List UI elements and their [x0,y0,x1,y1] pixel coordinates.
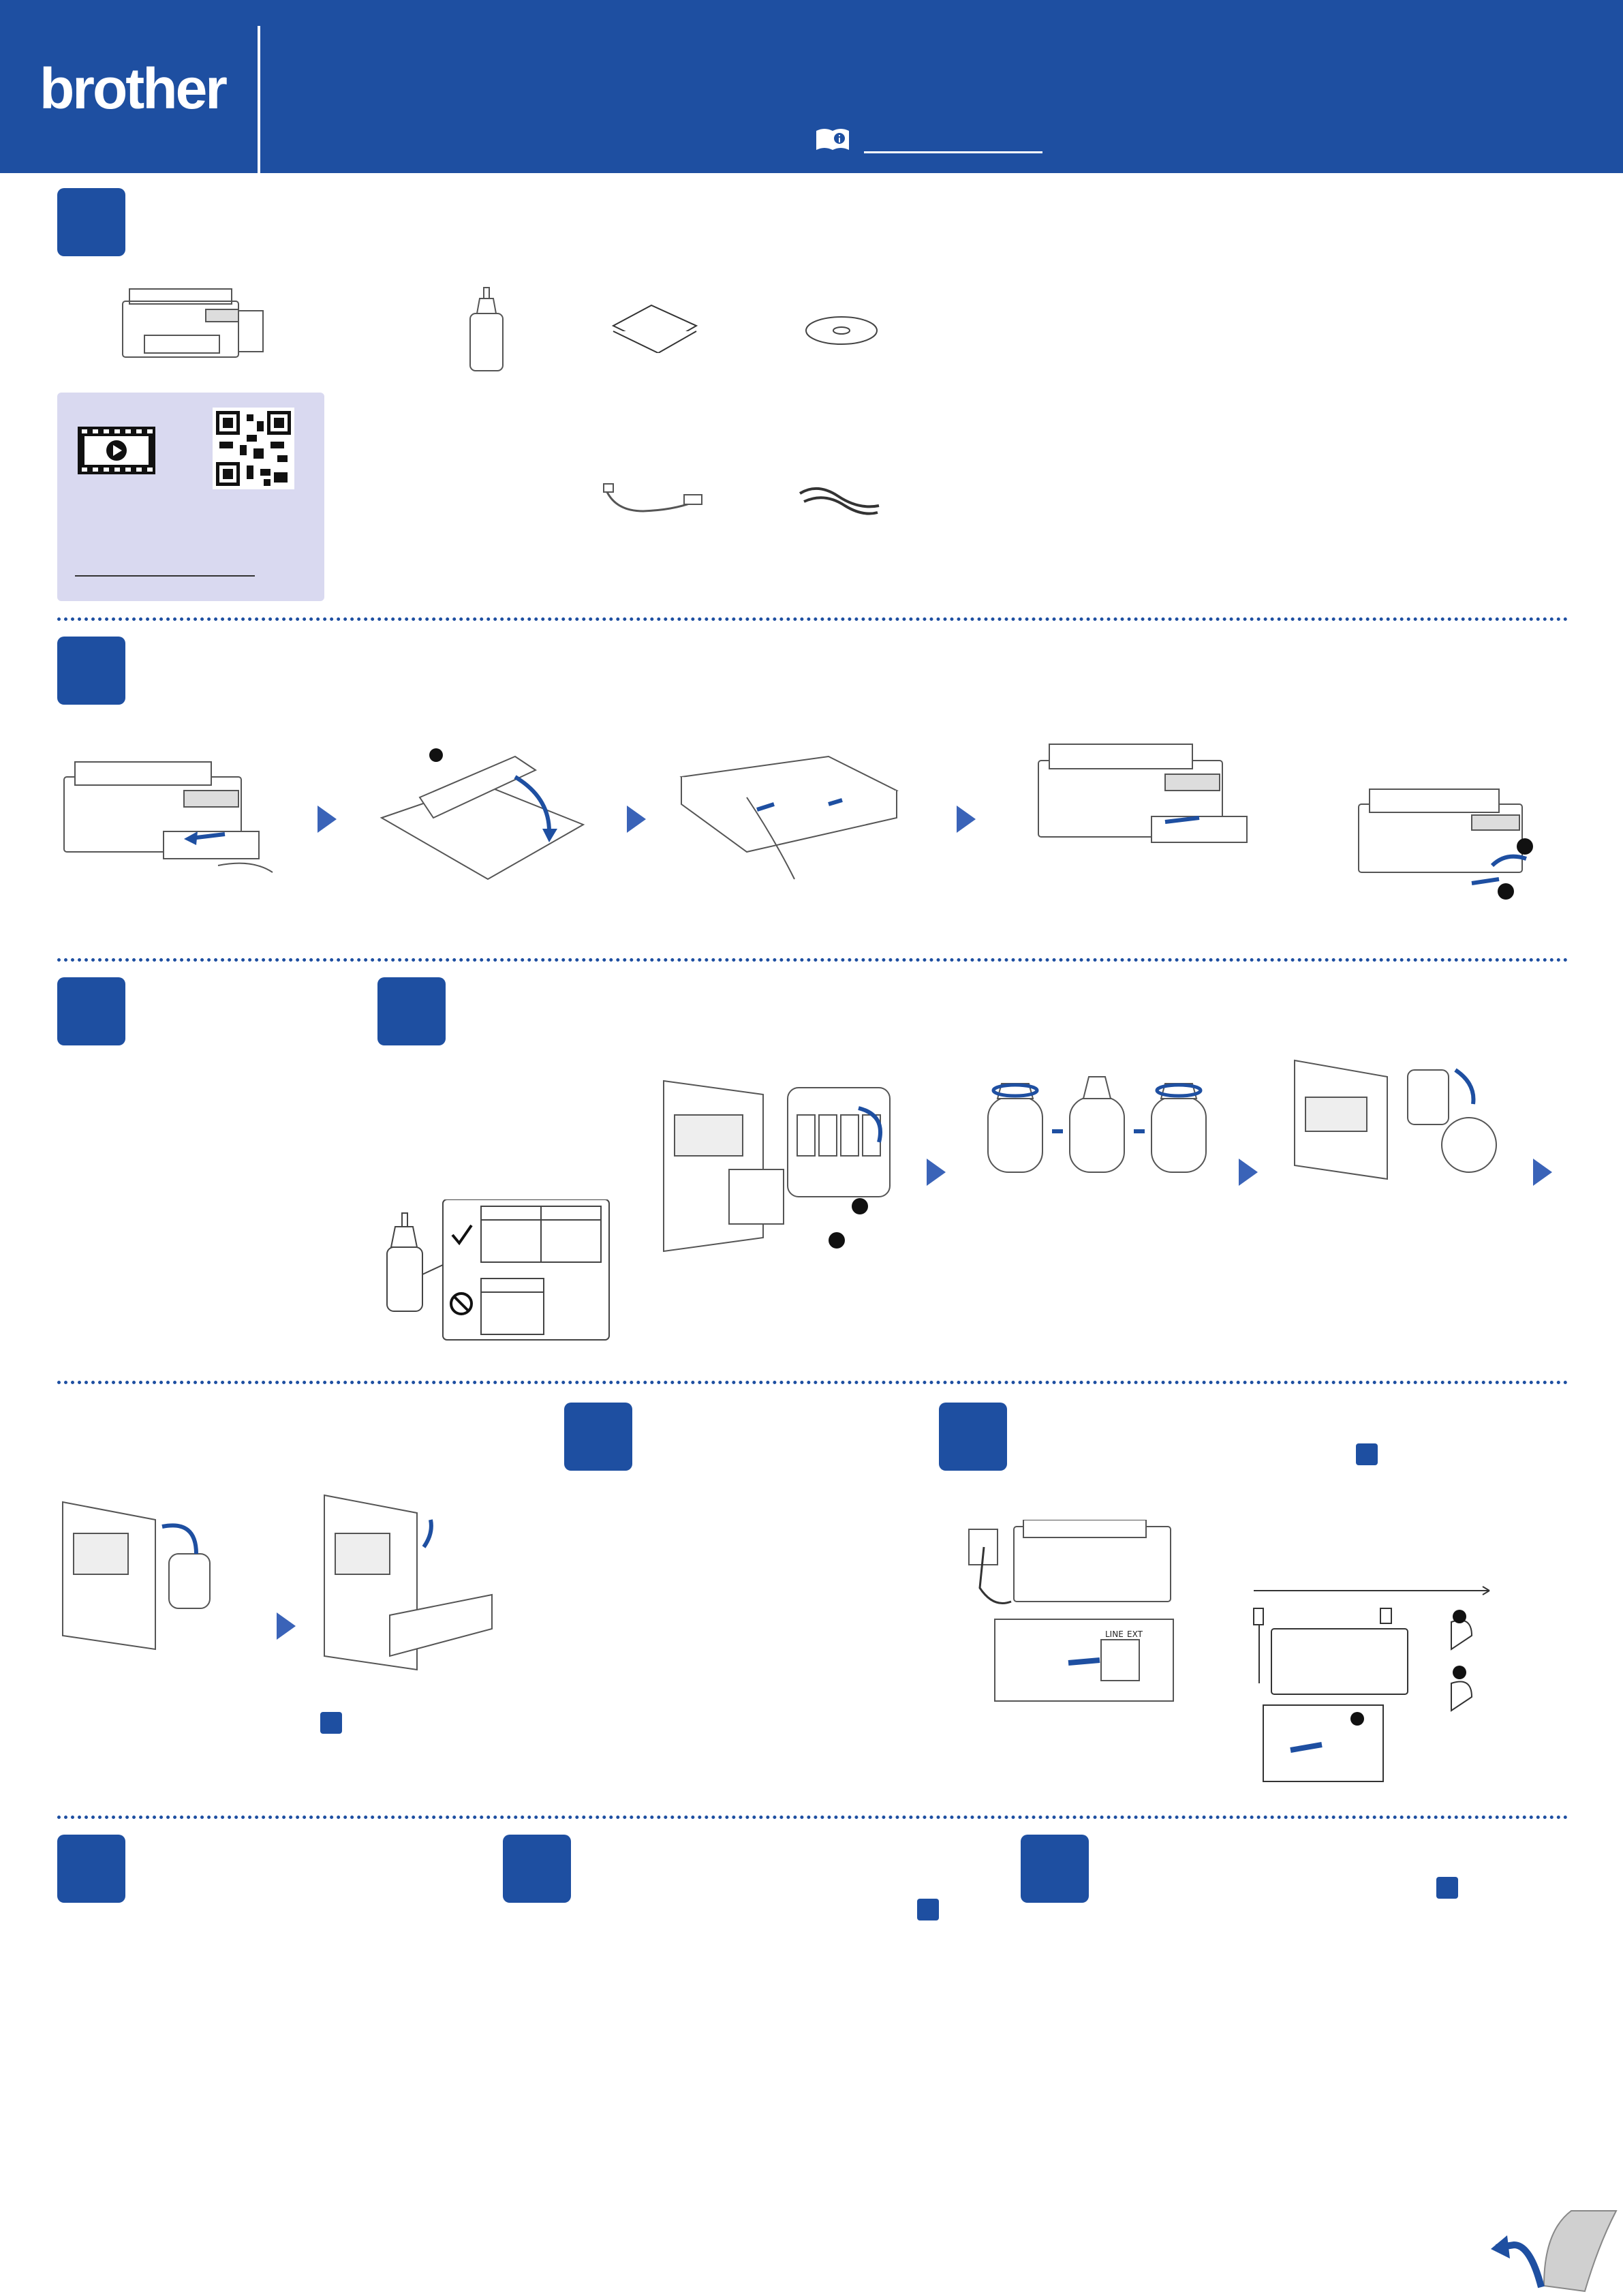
ink-bottle-warning-illustration [375,1199,613,1343]
cd-rom-illustration [804,313,879,348]
port-label-ext: EXT [1127,1629,1143,1639]
callout-marker [852,1198,868,1214]
usb-cable-illustration [602,477,706,525]
callout-marker [1498,883,1514,900]
section-divider [57,1381,1568,1384]
insert-tray-illustration [1036,740,1254,876]
callout-marker [829,1232,845,1249]
adjust-guides-illustration [679,750,903,886]
step-9-badge [1021,1835,1089,1903]
callout-marker [1517,838,1533,855]
section-divider [57,1816,1568,1819]
step-6-badge [939,1403,1007,1471]
next-arrow [957,806,976,833]
close-ink-cover-illustration [322,1493,499,1677]
step-reference-badge [917,1899,939,1920]
next-arrow [927,1159,946,1186]
step-1-badge [57,188,125,256]
header-divider [258,26,260,173]
next-arrow [277,1612,296,1640]
step-7-badge [57,1835,125,1903]
step-4-badge [377,977,446,1045]
step-3-badge [57,977,125,1045]
open-ink-bottle-illustration [968,1056,1213,1193]
step-2-badge [57,637,125,705]
printer-illustration [117,281,271,364]
pull-tray-illustration [61,756,286,886]
section-divider [57,617,1568,621]
video-link-underline[interactable] [75,575,255,577]
step-8-badge [503,1835,571,1903]
header-bar [0,0,1623,173]
manual-link-underline[interactable] [864,151,1042,153]
open-tray-cover-illustration [379,743,590,886]
insert-ink-bottle-illustration [1292,1056,1503,1186]
step-reference-badge [1436,1877,1458,1899]
step-reference-badge [320,1712,342,1734]
page-turn-icon[interactable] [1489,2204,1619,2293]
phone-wiring-diagram [1247,1581,1506,1786]
video-play-icon[interactable] [78,427,155,474]
video-box [57,393,324,601]
next-arrow [318,806,337,833]
brother-logo: brother [40,57,226,121]
qr-code[interactable] [213,408,294,489]
next-arrow [1533,1159,1552,1186]
prohibited-icon [448,1291,474,1317]
step-5-badge [564,1403,632,1471]
open-ink-cover-illustration [661,1074,893,1258]
step-reference-badge [1356,1443,1378,1465]
documents-illustration [610,299,699,353]
next-arrow [1239,1159,1258,1186]
checkmark-icon [450,1223,474,1247]
manual-info-icon[interactable] [815,127,850,153]
squeeze-ink-bottle-illustration [60,1499,264,1656]
next-arrow [627,806,646,833]
telephone-cord-illustration [797,483,882,523]
ink-bottle-illustration [463,286,511,375]
port-label-line: LINE [1105,1629,1124,1639]
section-divider [57,958,1568,962]
connect-phone-line-illustration [966,1520,1177,1704]
